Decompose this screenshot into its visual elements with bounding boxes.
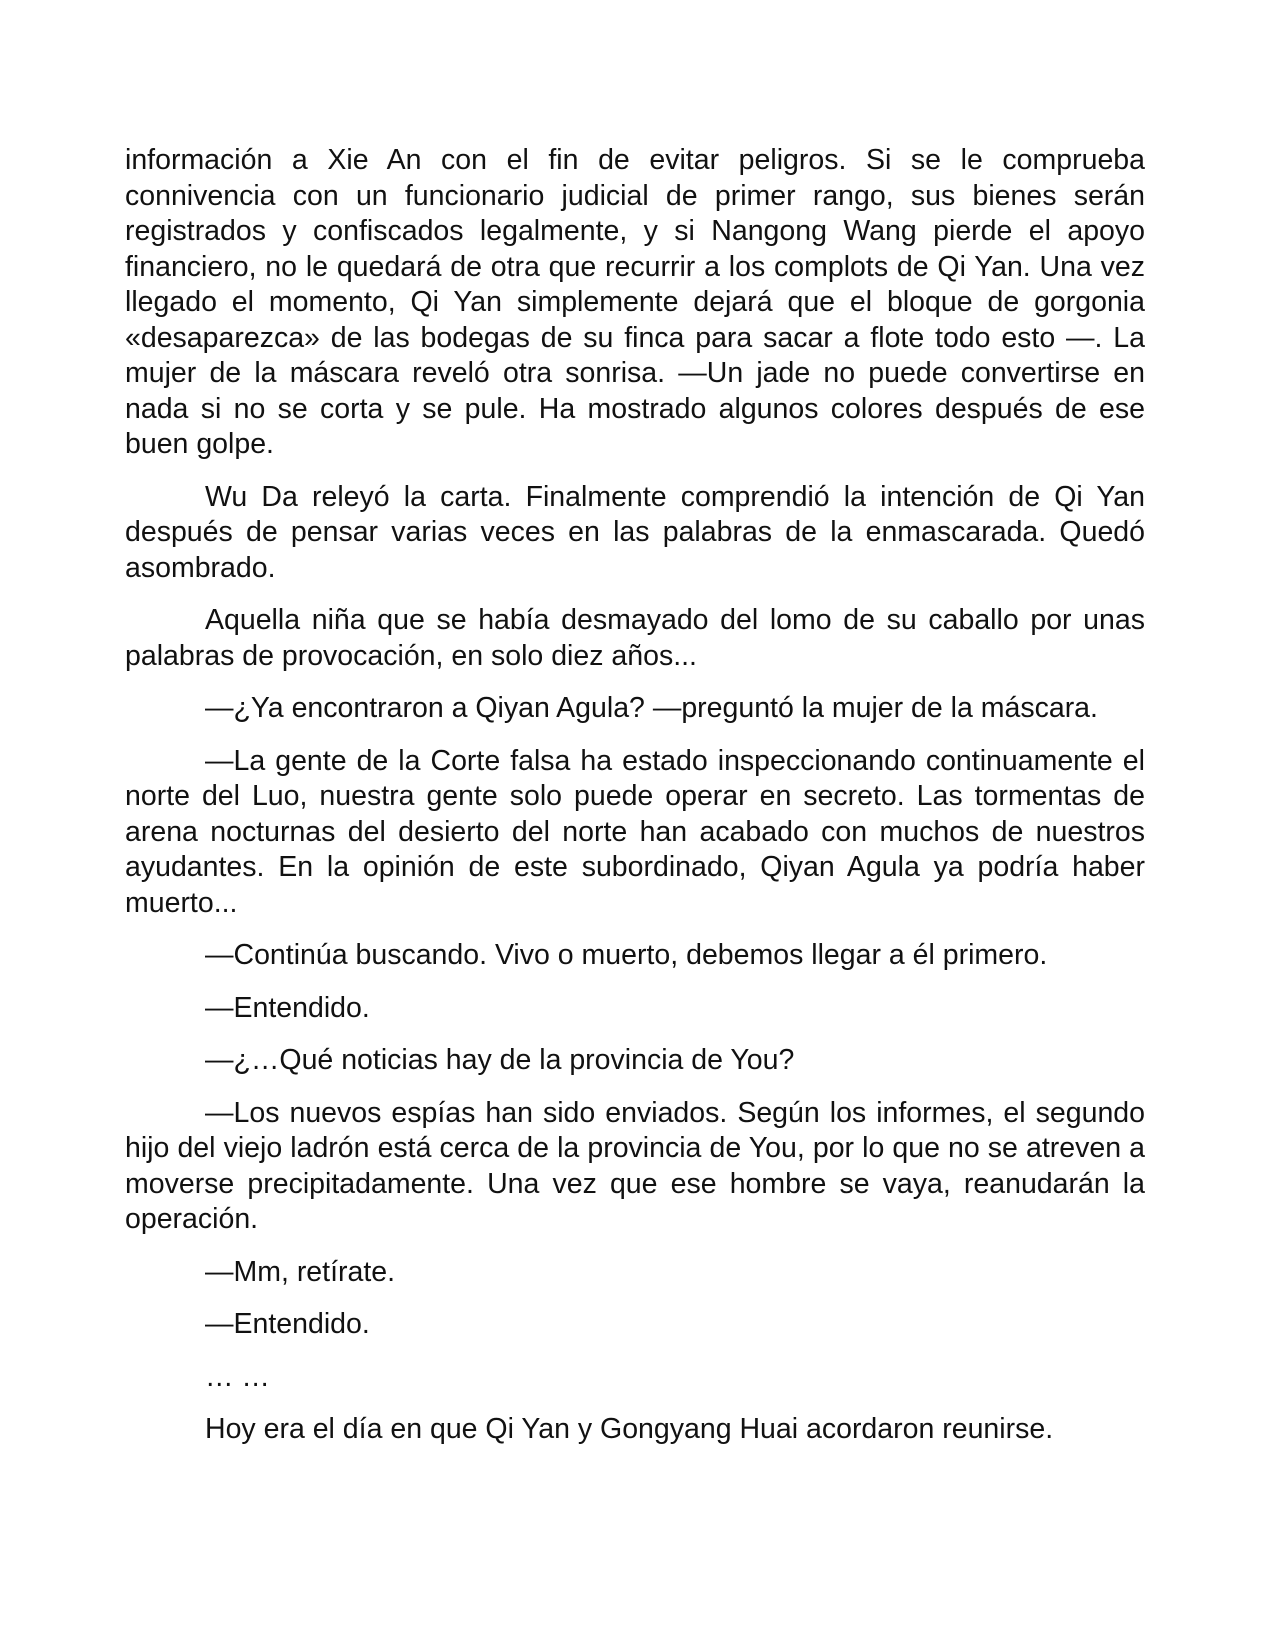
paragraph-3: Aquella niña que se había desmayado del lomo de su caballo por unas palabras de provocación, en solo diez años... xyxy=(125,604,1145,672)
paragraph-5: —La gente de la Corte falsa ha estado inspeccionando continuamente el norte del Luo, nuestra gente solo puede operar en secreto. Las tormentas de arena nocturnas del desierto del norte han acabado con muchos de nuestros ayudantes. En la opinión de este subordinado, Qiyan Agula ya podría haber muerto... xyxy=(125,744,1145,919)
paragraph-11: —Entendido. xyxy=(205,1308,370,1340)
paragraph-12: Hoy era el día en que Qi Yan y Gongyang Huai acordaron reunirse. xyxy=(205,1413,1054,1445)
paragraph-9: —Los nuevos espías han sido enviados. Según los informes, el segundo hijo del viejo ladrón está cerca de la provincia de You, por lo que no se atreven a moverse precipitadamente. Una vez que ese hombre se vaya, reanudarán la operación. xyxy=(125,1096,1145,1235)
paragraph-10: —Mm, retírate. xyxy=(205,1255,396,1288)
document-page xyxy=(125,143,1145,1465)
paragraph-4: —¿Ya encontraron a Qiyan Agula? —preguntó la mujer de la máscara. xyxy=(205,692,1098,724)
paragraph-6: —Continúa buscando. Vivo o muerto, debemos llegar a él primero. xyxy=(205,939,1048,971)
paragraph-7: —Entendido. xyxy=(205,991,370,1024)
paragraph-8: —¿…Qué noticias hay de la provincia de You? xyxy=(205,1044,795,1076)
scene-break: … … xyxy=(205,1360,270,1393)
paragraph-1: información a Xie An con el fin de evitar peligros. Si se le comprueba connivencia con un funcionario judicial de primer rango, sus bienes serán registrados y confiscados legalmente, y si Nangong Wang pierde el apoyo financiero, no le quedará de otra que recurrir a los complots de Qi Yan. Una vez llegado el momento, Qi Yan simplemente dejará que el bloque de gorgonia «desaparezca» de las bodegas de su finca para sacar a flote todo esto —. La mujer de la máscara reveló otra sonrisa. —Un jade no puede convertirse en nada si no se corta y se pule. Ha mostrado algunos colores después de ese buen golpe. xyxy=(125,144,1145,460)
paragraph-2: Wu Da releyó la carta. Finalmente comprendió la intención de Qi Yan después de pensar varias veces en las palabras de la enmascarada. Quedó asombrado. xyxy=(125,480,1145,584)
